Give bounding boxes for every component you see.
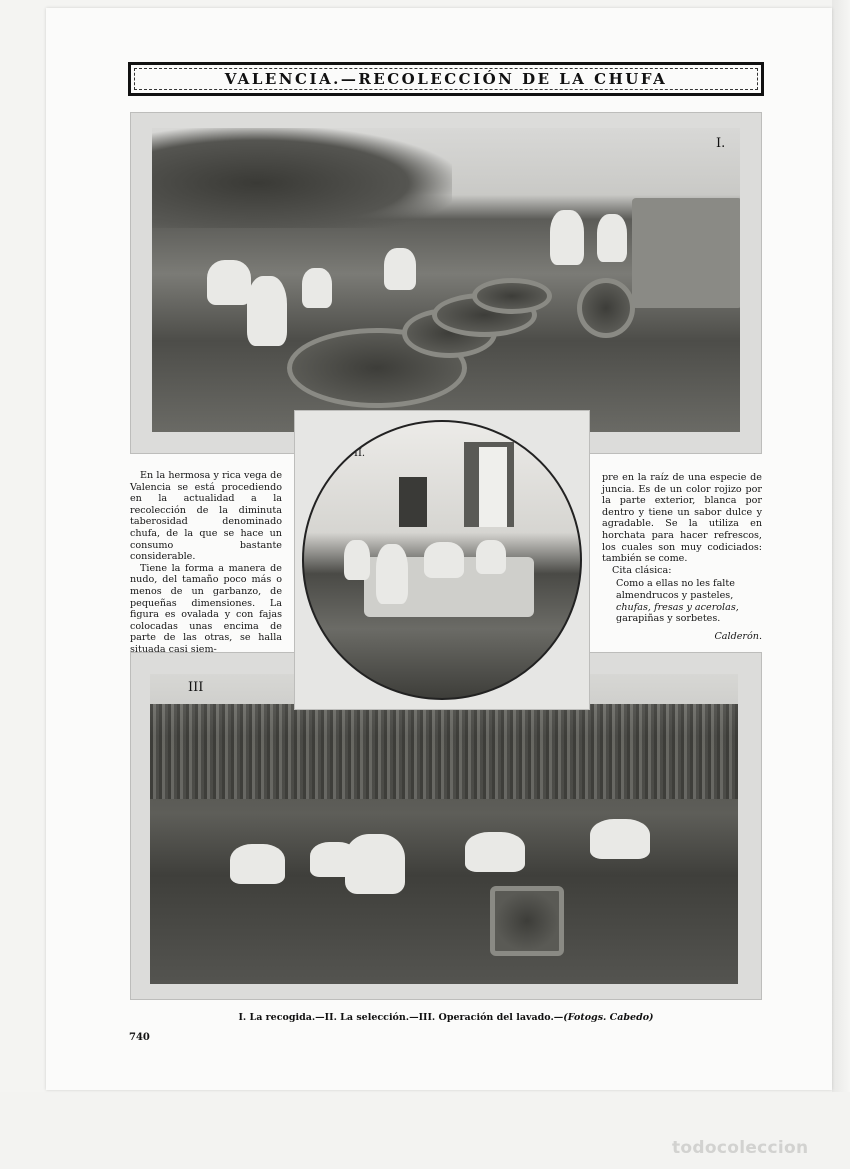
text-column-right: [602, 472, 762, 642]
worker-figure: [344, 540, 370, 580]
verse-author: Calderón.: [714, 630, 762, 642]
door: [399, 477, 427, 527]
photo-number-2: II.: [354, 448, 366, 459]
worker-figure: [230, 844, 285, 884]
paragraph: pre en la raíz de una especie de juncia. Es de un color rojizo por la parte exterior, blanca por dentro y tiene un sabor dulce y agradable. Se la utiliza en horchata para hacer refrescos, los cuales son muy codiciados: también se come.: [602, 472, 762, 565]
page-title: VALENCIA.—RECOLECCIÓN DE LA CHUFA: [224, 70, 668, 88]
title-box: [128, 62, 764, 96]
paragraph: En la hermosa y rica vega de Valencia se está procediendo en la actualidad a la recolección de la diminuta taberosidad denominado chufa, de la que se hace un consumo bastante considerable.: [130, 470, 282, 563]
cita-label: Cita clásica:: [612, 564, 672, 576]
photo-number-1: I.: [716, 136, 726, 151]
photo-credit: —(Fotogs. Cabedo): [553, 1012, 654, 1023]
worker-figure: [207, 260, 251, 305]
worker-figure: [384, 248, 416, 290]
worker-figure: [476, 540, 506, 574]
page-edge: [832, 0, 850, 1169]
basket: [577, 278, 635, 338]
curtain: [479, 447, 507, 527]
worker-figure: [376, 544, 408, 604]
page-number: 740: [129, 1032, 150, 1043]
text-column-left: [130, 470, 282, 656]
worker-figure: [465, 832, 525, 872]
photo-selection: [302, 420, 582, 700]
watermark: todocoleccion: [672, 1138, 809, 1158]
photo-harvest: [152, 128, 740, 432]
photo-number-3: III: [188, 680, 204, 695]
verse-line: Como a ellas no les falte: [616, 578, 735, 590]
caption-text: I. La recogida.—II. La selección.—III. Operación del lavado.: [238, 1012, 554, 1023]
worker-figure: [597, 214, 627, 262]
cart: [632, 198, 740, 308]
worker-figure: [345, 834, 405, 894]
photo-caption: [130, 1012, 762, 1023]
verse-line: almendrucos y pasteles,: [616, 589, 734, 601]
photo-washing: [150, 674, 738, 984]
basket: [490, 886, 564, 956]
worker-figure: [302, 268, 332, 308]
worker-figure: [424, 542, 464, 578]
verse-line: chufas, fresas y acerolas,: [616, 601, 739, 613]
verse: [602, 578, 762, 624]
paragraph: Tiene la forma a manera de nudo, del tamaño poco más o menos de un garbanzo, de pequeñas dimensiones. La figura es ovalada y con fajas colocadas unas encima de parte de las otras, se halla situada casi siem-: [130, 562, 282, 655]
verse-line: garapiñas y sorbetes.: [616, 613, 721, 625]
reeds: [150, 704, 738, 799]
worker-figure: [247, 276, 287, 346]
trees-silhouette: [152, 128, 452, 228]
worker-figure: [550, 210, 584, 265]
basket: [472, 278, 552, 314]
worker-figure: [590, 819, 650, 859]
